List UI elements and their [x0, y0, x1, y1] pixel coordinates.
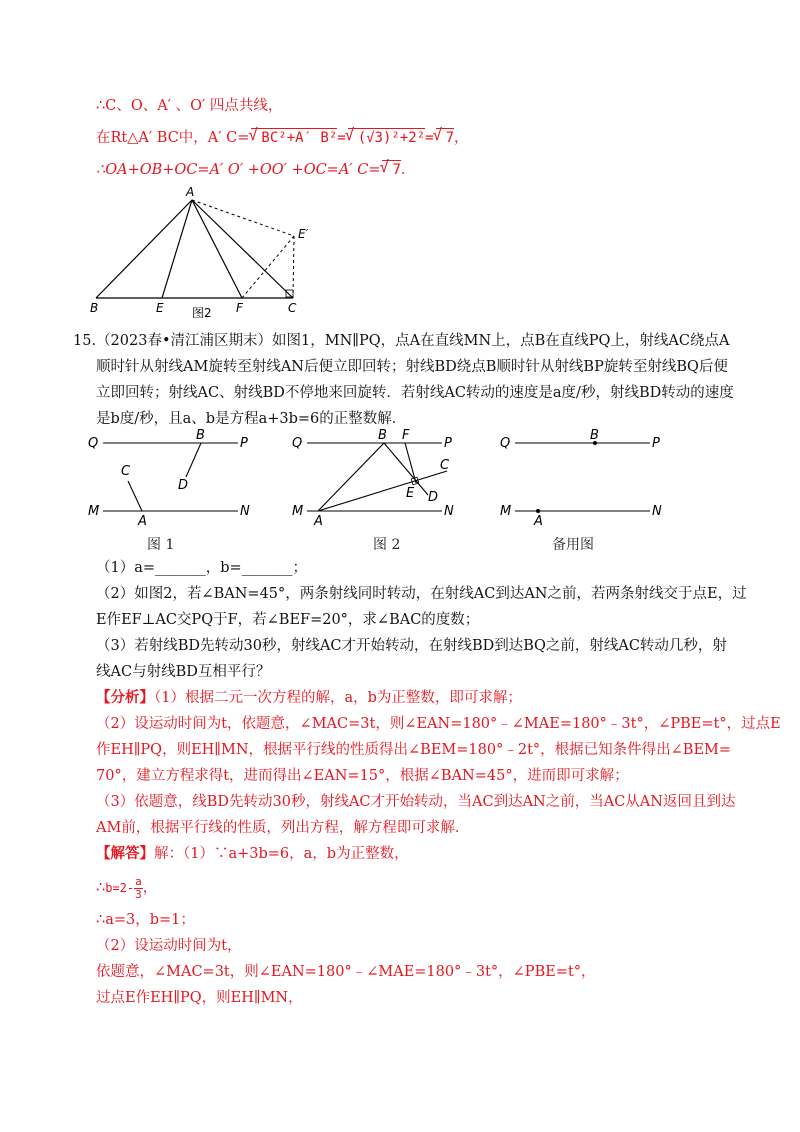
figure-triangle-rotation	[80, 186, 320, 322]
figure-caption: 图2	[192, 306, 212, 320]
fig2-label-N: N	[444, 504, 454, 519]
sqrt-result-1	[436, 128, 454, 147]
fraction-denominator: 3	[135, 887, 142, 901]
right-angle-mark	[286, 290, 293, 297]
proof-line-1: ∴C、O、A′ 、O′ 四点共线，	[96, 98, 283, 114]
problem-line-3: 立即回转；射线AC、射线BD不停地来回旋转．若射线AC转动的速度是a度/秒，射线BD转动的速度	[96, 385, 734, 401]
proof-line-2-prefix: 在Rt△A′ BC中，A′ C=	[96, 130, 250, 146]
fig2-label-F: F	[402, 428, 410, 443]
fig3-label-N: N	[652, 504, 662, 519]
question-2-line-2: E作EF⊥AC交PQ于F，若∠BEF=20°，求∠BAC的度数；	[96, 612, 480, 628]
fraction-a-over-3	[134, 876, 143, 901]
equation-lhs: b=2-	[105, 881, 135, 895]
fig1-caption: 图 1	[147, 537, 175, 553]
analysis-line-3: 作EH∥PQ，则EH∥MN，根据平行线的性质得出∠BEM=180°﹣2t°，根据已知条件得出∠BEM=	[96, 742, 732, 758]
fig2-label-B: B	[378, 428, 387, 443]
problem-number: 15.	[73, 333, 97, 349]
fig1-label-A: A	[138, 514, 147, 525]
segment-EF	[405, 443, 416, 483]
fig2-label-A: A	[314, 514, 323, 525]
fig1-label-P: P	[240, 436, 248, 451]
fig3-label-B: B	[590, 428, 599, 443]
proof-line-3-end: ．	[400, 162, 416, 178]
problem-text-1: 如图1，MN∥PQ，点A在直线MN上，点B在直线PQ上，射线AC绕点A	[272, 333, 730, 349]
label-A: A	[186, 186, 195, 199]
equals-2: =	[425, 130, 434, 146]
fig2-label-Q: Q	[292, 436, 303, 451]
label-B: B	[90, 301, 99, 315]
fig3-caption: 备用图	[552, 537, 594, 553]
dashed-E-prime-F	[242, 236, 294, 298]
proof-line-2-end: ，	[454, 130, 469, 146]
solution-line-1	[96, 844, 409, 864]
problem-line-2: 顺时针从射线AM旋转至射线AN后便立即回转；射线BD绕点B顺时针从射线BP旋转至射线BQ后便	[96, 359, 728, 375]
fig1-label-Q: Q	[88, 436, 99, 451]
solution-tag: 【解答】	[96, 845, 154, 862]
fig3-label-Q: Q	[500, 436, 511, 451]
fig1-label-D: D	[178, 478, 189, 493]
analysis-line-5: （3）依题意，线BD先转动30秒，射线AC才开始转动，当AC到达AN之前，当AC从AN返回且到达	[96, 794, 736, 810]
fraction-numerator: a	[135, 874, 142, 888]
fig3-label-P: P	[652, 436, 660, 451]
point-A	[536, 509, 540, 513]
analysis-text-1: （1）根据二元一次方程的解，a，b为正整数，即可求解；	[154, 690, 522, 706]
fig2-label-C: C	[440, 458, 450, 473]
proof-line-2	[96, 128, 469, 148]
sqrt-expression-1	[251, 128, 337, 147]
question-3-line-2: 线AC与射线BD互相平行？	[96, 664, 271, 680]
label-E: E	[156, 301, 164, 315]
sqrt-expression-1-text: BC²+A′ B²	[261, 130, 338, 146]
analysis-line-2: （2）设运动时间为t，依题意，∠MAC=3t，则∠EAN=180°﹣∠MAE=180°﹣3t°，∠PBE=t°，过点E	[96, 716, 781, 732]
question-1: （1）a=_______，b=_______；	[96, 560, 307, 576]
figure-2	[292, 425, 472, 525]
equals-1: =	[337, 130, 346, 146]
solution-line-2-end: ，	[142, 880, 158, 896]
label-C: C	[288, 301, 297, 315]
fig1-label-M: M	[88, 504, 100, 519]
problem-source: （2023春•清江浦区期末）	[96, 333, 273, 349]
fig2-label-D: D	[428, 490, 439, 505]
question-2-line-1: （2）如图2，若∠BAN=45°，两条射线同时转动，在射线AC到达AN之前，若两条射线交于点E，过	[96, 586, 747, 602]
fig2-caption: 图 2	[373, 537, 401, 553]
problem-line-4: 是b度/秒，且a、b是方程a+3b=6的正整数解．	[96, 411, 407, 427]
analysis-tag: 【分析】	[96, 689, 154, 706]
problem-line-1	[73, 331, 729, 351]
dashed-E-prime-C	[293, 236, 294, 298]
figure-3-backup	[500, 425, 680, 525]
fig1-label-C: C	[121, 464, 131, 479]
label-F: F	[236, 301, 243, 315]
sqrt-result-1-text: 7	[445, 130, 455, 146]
solution-line-5: 依题意，∠MAC=3t，则∠EAN=180°﹣∠MAE=180°﹣3t°，∠PBE=t°，	[96, 964, 596, 980]
ray-BD	[186, 443, 201, 477]
solution-line-2	[96, 874, 157, 902]
proof-line-3	[96, 160, 415, 180]
therefore-symbol: ∴	[96, 880, 106, 896]
analysis-line-6: AM前，根据平行线的性质，列出方程，解方程即可求解．	[96, 820, 470, 836]
solution-line-6: 过点E作EH∥PQ，则EH∥MN，	[96, 990, 303, 1006]
fig1-label-B: B	[196, 428, 205, 443]
fig3-label-M: M	[500, 504, 512, 519]
ray-AC	[128, 481, 142, 511]
fig1-label-N: N	[240, 504, 250, 519]
analysis-line-4: 70°，建立方程求得t，进而得出∠EAN=15°，根据∠BAN=45°，进而即可求解；	[96, 768, 629, 784]
fig2-label-P: P	[444, 436, 452, 451]
proof-line-3-prefix: ∴OA+OB+OC=A′ O′ +OO′ +OC=A′ C=	[96, 162, 381, 178]
segment-AC	[192, 200, 293, 298]
fig3-label-A: A	[534, 514, 543, 525]
label-E-prime: E′	[298, 227, 309, 241]
question-3-line-1: （3）若射线BD先转动30秒，射线AC才开始转动，在射线BD到达BQ之前，射线AC转动几秒，射	[96, 638, 727, 654]
figure-1	[88, 425, 268, 525]
sqrt-result-2	[382, 160, 400, 179]
solution-line-4: （2）设运动时间为t，	[96, 938, 242, 954]
sqrt-result-2-text: 7	[392, 162, 401, 178]
sqrt-expression-2-text: (√3)²+2²	[357, 130, 426, 146]
solution-line-3: ∴a=3，b=1；	[96, 912, 195, 928]
analysis-line-1	[96, 688, 522, 708]
fig2-label-E: E	[406, 486, 415, 501]
solution-text-1: 解：（1）∵a+3b=6，a，b为正整数，	[154, 846, 409, 862]
sqrt-expression-2	[348, 128, 425, 147]
fig2-label-M: M	[292, 504, 304, 519]
